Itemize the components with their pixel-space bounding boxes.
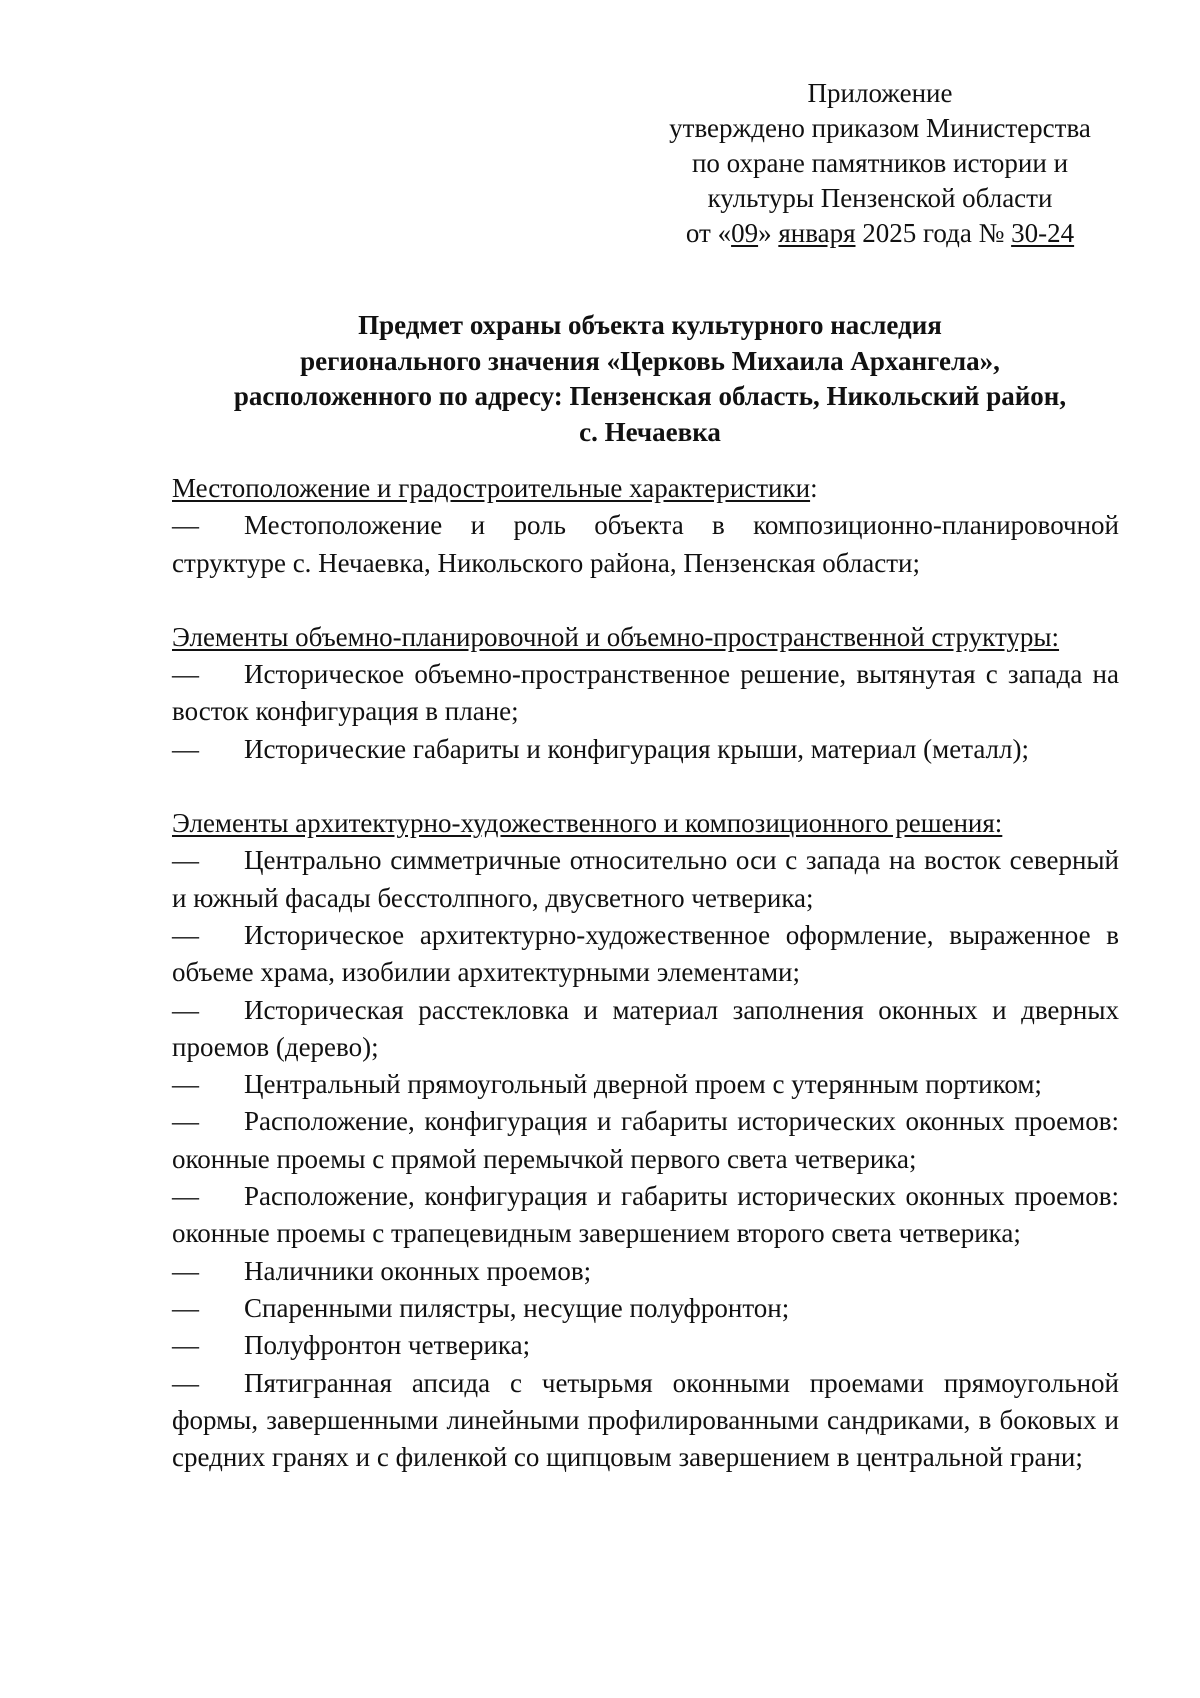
document-body bbox=[172, 470, 1119, 1476]
list-item bbox=[172, 917, 1119, 992]
list-item bbox=[172, 1066, 1119, 1103]
title-line: с. Нечаевка bbox=[579, 416, 721, 447]
list-item bbox=[172, 656, 1119, 731]
dash-bullet: — bbox=[172, 1255, 199, 1286]
list-item-text: Центральный прямоугольный дверной проем с утерянным портиком; bbox=[244, 1069, 1042, 1100]
dash-bullet: — bbox=[172, 733, 199, 764]
list-item-text: Историческое архитектурно-художественное оформление, выраженное в объеме храма, изобилии архитектурными элементами; bbox=[172, 919, 1119, 988]
date-prefix: от « bbox=[685, 218, 732, 248]
appendix-line: утверждено приказом Министерства bbox=[669, 113, 1091, 143]
appendix-line: Приложение bbox=[807, 78, 953, 108]
appendix-line: культуры Пензенской области bbox=[707, 183, 1053, 213]
list-item-text: Историческая расстекловка и материал заполнения оконных и дверных проемов (дерево); bbox=[172, 994, 1119, 1062]
list-item-text: Местоположение и роль объекта в композиционно-планировочной структуре с. Нечаевка, Никольского района, Пензенская области; bbox=[172, 510, 1119, 578]
dash-bullet: — bbox=[172, 1292, 199, 1323]
list-item-text: Историческое объемно-пространственное решение, вытянутая с запада на восток конфигурация в плане; bbox=[172, 659, 1119, 727]
list-item-text: Спаренными пилястры, несущие полуфронтон; bbox=[244, 1292, 790, 1323]
list-item bbox=[172, 1327, 1119, 1364]
dash-bullet: — bbox=[172, 845, 199, 876]
section-spacer bbox=[172, 768, 1119, 805]
list-item bbox=[172, 1103, 1119, 1178]
dash-bullet: — bbox=[172, 659, 199, 690]
section-heading-text: Местоположение и градостроительные характеристики bbox=[172, 473, 811, 503]
dash-bullet: — bbox=[172, 1069, 199, 1100]
section-heading bbox=[172, 470, 1119, 507]
list-item bbox=[172, 992, 1119, 1067]
list-item bbox=[172, 1178, 1119, 1253]
dash-bullet: — bbox=[172, 1330, 199, 1361]
list-item-text: Расположение, конфигурация и габариты исторических оконных проемов: оконные проемы с прямой перемычкой первого света четверика; bbox=[172, 1106, 1119, 1174]
date-mid: » bbox=[758, 218, 779, 248]
section-heading-text: Элементы объемно-планировочной и объемно-пространственной структуры: bbox=[172, 621, 1060, 652]
list-item bbox=[172, 842, 1119, 917]
dash-bullet: — bbox=[172, 510, 199, 541]
list-item-text: Полуфронтон четверика; bbox=[244, 1330, 531, 1361]
list-item-text: Расположение, конфигурация и габариты исторических оконных проемов: оконные проемы с трапецевидным завершением второго света четверика; bbox=[172, 1181, 1119, 1249]
dash-bullet: — bbox=[172, 1181, 199, 1212]
dash-bullet: — bbox=[172, 919, 199, 950]
list-item bbox=[172, 1253, 1119, 1290]
appendix-date-line bbox=[640, 216, 1120, 251]
section-heading bbox=[172, 805, 1119, 842]
list-item bbox=[172, 731, 1119, 768]
date-month: января bbox=[778, 218, 856, 248]
order-number: 30-24 bbox=[1011, 218, 1075, 248]
dash-bullet: — bbox=[172, 1106, 199, 1137]
list-item-text: Центрально симметричные относительно оси с запада на восток северный и южный фасады бесстолпного, двусветного четверика; bbox=[172, 845, 1119, 913]
title-line: регионального значения «Церковь Михаила Архангела», bbox=[300, 345, 1000, 376]
date-day: 09 bbox=[731, 218, 759, 248]
section-heading bbox=[172, 619, 1119, 656]
dash-bullet: — bbox=[172, 1367, 199, 1398]
title-line: Предмет охраны объекта культурного наследия bbox=[358, 310, 942, 340]
section-heading-text: Элементы архитектурно-художественного и композиционного решения: bbox=[172, 808, 1003, 839]
list-item-text: Исторические габариты и конфигурация крыши, материал (металл); bbox=[244, 733, 1029, 764]
list-item-text: Наличники оконных проемов; bbox=[244, 1255, 592, 1286]
list-item-text: Пятигранная апсида с четырьмя оконными проемами прямоугольной формы, завершенными линейными профилированными сандриками, в боковых и средних гранях и с филенкой со щипцовым завершением в центральной грани; bbox=[172, 1367, 1119, 1473]
date-year: 2025 года № bbox=[855, 218, 1012, 248]
dash-bullet: — bbox=[172, 994, 199, 1025]
appendix-block bbox=[640, 76, 1120, 251]
section-heading-suffix: : bbox=[810, 473, 818, 503]
list-item bbox=[172, 507, 1119, 582]
list-item bbox=[172, 1290, 1119, 1327]
appendix-line: по охране памятников истории и bbox=[691, 148, 1069, 178]
title-line: расположенного по адресу: Пензенская область, Никольский район, bbox=[233, 381, 1067, 411]
document-title bbox=[170, 308, 1130, 450]
section-spacer bbox=[172, 582, 1119, 619]
list-item bbox=[172, 1365, 1119, 1477]
